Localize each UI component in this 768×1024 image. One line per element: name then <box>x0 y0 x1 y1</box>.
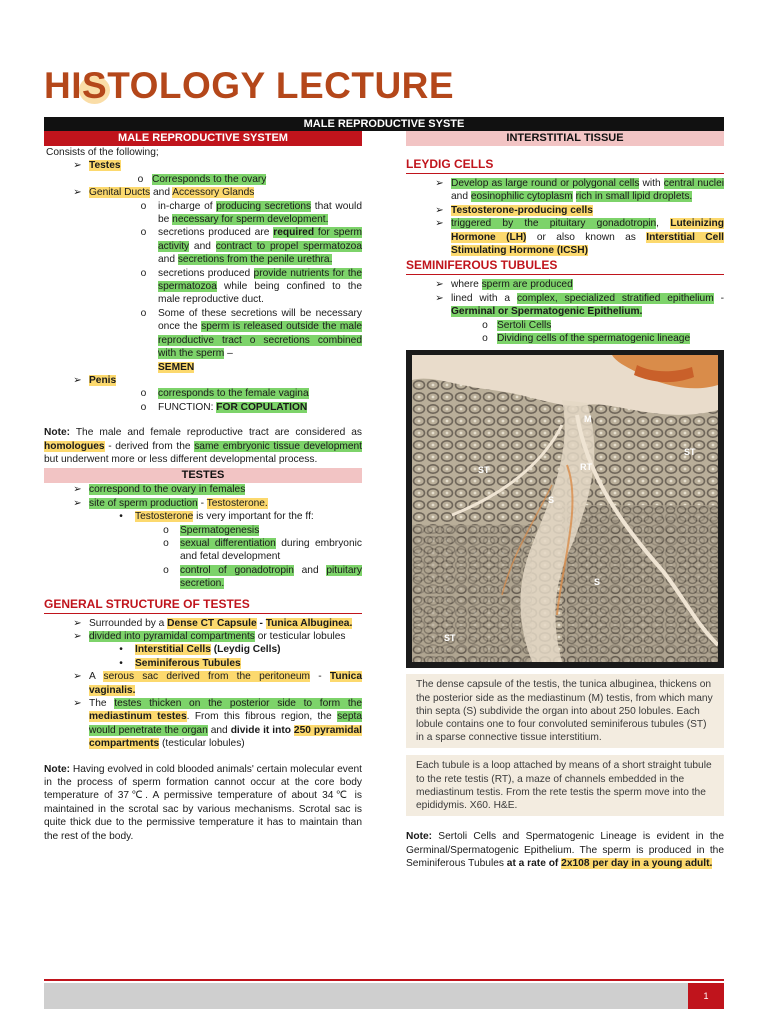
circle-bullet-icon: o <box>140 401 147 413</box>
arrow-bullet-icon: ➢ <box>73 160 82 172</box>
list-item: ➢ divided into pyramidal compartments or testicular lobules <box>66 630 362 643</box>
left-column <box>44 131 362 843</box>
list-item: ➢ correspond to the ovary in females <box>66 483 362 496</box>
label-s: S <box>548 495 555 506</box>
dot-bullet-icon: • <box>119 511 123 523</box>
circle-bullet-icon: o <box>482 333 488 345</box>
list-item-testes: ➢ Testes <box>66 159 362 172</box>
page-number: 1 <box>688 983 724 1009</box>
right-column <box>406 131 724 871</box>
list-item: ➢ Surrounded by a Dense CT Capsule - Tunica Albuginea. <box>66 617 362 630</box>
circle-bullet-icon: o <box>163 564 169 576</box>
footer-rule <box>44 979 724 981</box>
arrow-bullet-icon: ➢ <box>73 631 82 642</box>
image-caption-2: Each tubule is a loop attached by means of a short straight tubule to the rete testis (RT), a maze of channels embedded in the mediastinum testis. From the rete testis the sperm move into the epididymis. X60. H&E. <box>406 755 724 816</box>
list-item: ➢ site of sperm production - Testosterone. <box>66 497 362 510</box>
arrow-bullet-icon: ➢ <box>73 617 82 629</box>
arrow-bullet-icon: ➢ <box>435 279 444 291</box>
micrograph-image <box>412 355 718 662</box>
arrow-bullet-icon: ➢ <box>73 484 82 496</box>
list-subitem: o Dividing cells of the spermatogenic lineage <box>473 332 724 345</box>
section-heading-leydig: LEYDIG CELLS <box>406 156 724 174</box>
dot-bullet-icon: • <box>119 657 123 669</box>
list-item: • Seminiferous Tubules <box>107 657 362 670</box>
list-subitem: o Corresponds to the ovary <box>129 173 362 186</box>
list-subitem: o in-charge of producing secretions that would be necessary for sperm development. <box>129 200 362 227</box>
circle-bullet-icon: o <box>140 227 147 239</box>
arrow-bullet-icon: ➢ <box>435 218 444 230</box>
section-band-testes: TESTES <box>44 468 362 483</box>
title-logo-letter: S <box>82 62 107 110</box>
list-item: • Testosterone is very important for the ff: <box>107 510 362 523</box>
histology-micrograph <box>406 350 724 668</box>
arrow-bullet-icon: ➢ <box>435 178 444 189</box>
dot-bullet-icon: • <box>119 644 123 656</box>
arrow-bullet-icon: ➢ <box>73 698 82 710</box>
list-subitem: o Sertoli Cells <box>473 319 724 332</box>
list-item: ➢ The testes thicken on the posterior side to form the mediastinum testes. From this fibrous region, the septa would penetrate the organ and divide it into 250 pyramidal compartments (testicular lobules) <box>66 697 362 751</box>
micrograph-drawing <box>412 355 718 662</box>
document-title: HISTOLOGY LECTURE <box>44 62 454 110</box>
section-heading-seminiferous: SEMINIFEROUS TUBULES <box>406 257 724 275</box>
arrow-bullet-icon: ➢ <box>73 497 82 509</box>
arrow-bullet-icon: ➢ <box>73 187 82 199</box>
list-item: • Interstitial Cells (Leydig Cells) <box>107 643 362 656</box>
arrow-bullet-icon: ➢ <box>435 204 444 216</box>
list-item-ducts: ➢ Genital Ducts and Accessory Glands <box>66 186 362 199</box>
list-item-penis: ➢ Penis <box>66 374 362 387</box>
note-paragraph: Note: Sertoli Cells and Spermatogenic Lineage is evident in the Germinal/Spermatogenic Epithelium. The sperm is produced in the Seminiferous Tubules at a rate of 2x108 per day in a young adult. <box>406 831 724 870</box>
section-band-male-reproductive: MALE REPRODUCTIVE SYSTEM <box>44 131 362 146</box>
label-st: ST <box>444 633 456 644</box>
arrow-bullet-icon: ➢ <box>73 374 82 386</box>
circle-bullet-icon: o <box>140 388 147 400</box>
list-subitem: o Some of these secretions will be necessary once the sperm is released outside the male reproductive tract o secretions combined with the sperm – SEMEN <box>129 307 362 374</box>
label-st: ST <box>684 447 696 458</box>
list-item: ➢ where sperm are produced <box>428 278 724 291</box>
list-subitem: o secretions produced are required for sperm activity and contract to propel spermatozoa and secretions from the penile urethra. <box>129 226 362 266</box>
circle-bullet-icon: o <box>140 307 147 319</box>
circle-bullet-icon: o <box>163 537 169 549</box>
label-s: S <box>594 577 601 588</box>
circle-bullet-icon: o <box>137 173 144 185</box>
list-subitem: o control of gonadotropin and pituitary secretion. <box>152 564 362 591</box>
list-item: ➢ Testosterone-producing cells <box>428 204 724 217</box>
arrow-bullet-icon: ➢ <box>435 292 444 304</box>
list-subitem: o FUNCTION: FOR COPULATION <box>129 401 362 414</box>
topic-banner: MALE REPRODUCTIVE SYSTE <box>44 117 724 131</box>
label-rt: RT <box>580 462 592 473</box>
label-m: M <box>584 414 592 425</box>
circle-bullet-icon: o <box>140 200 147 212</box>
intro-text: Consists of the following; <box>46 147 159 158</box>
list-item: ➢ triggered by the pituitary gonadotropin, Luteinizing Hormone (LH) or also known as Interstitial Cell Stimulating Hormone (ICSH) <box>428 217 724 257</box>
label-st: ST <box>478 465 490 476</box>
footer-bar <box>44 983 688 1009</box>
circle-bullet-icon: o <box>163 524 169 536</box>
arrow-bullet-icon: ➢ <box>73 671 82 683</box>
list-subitem: o secretions produced provide nutrients for the spermatozoa while being confined to the male reproductive duct. <box>129 267 362 307</box>
section-heading-general-structure: GENERAL STRUCTURE OF TESTES <box>44 596 362 614</box>
list-subitem: o sexual differentiation during embryonic and fetal development <box>152 537 362 564</box>
circle-bullet-icon: o <box>140 267 147 279</box>
list-item: ➢ Develop as large round or polygonal cells with central nuclei and eosinophilic cytoplasm rich in small lipid droplets. <box>428 177 724 204</box>
list-item: ➢ A serous sac derived from the peritoneum - Tunica vaginalis. <box>66 670 362 697</box>
list-subitem: o corresponds to the female vagina <box>129 387 362 400</box>
list-item: ➢ lined with a complex, specialized stratified epithelium - Germinal or Spermatogenic Epithelium. <box>428 292 724 319</box>
list-subitem: o Spermatogenesis <box>152 524 362 537</box>
circle-bullet-icon: o <box>482 319 488 331</box>
note-paragraph: Note: Having evolved in cold blooded animals' certain molecular event in the process of sperm formation cannot occur at the core body temperature of 37℃. A permissive temperature of about 34℃ is maintained in the scrotal sac by various mechanisms. Scrotal sac is quite thick due to the permissive temperature it has to maintain than the rest of the body. <box>44 763 362 842</box>
image-caption-1: The dense capsule of the testis, the tunica albuginea, thickens on the posterior side as the mediastinum (M) testis, from which many thin septa (S) subdivide the organ into about 250 lobules. Each lobule contains one to four convoluted seminiferous tubules (ST) in a sparse connective tissue interstitium. <box>406 674 724 748</box>
note-paragraph: Note: The male and female reproductive tract are considered as homologues - derived from the same embryonic tissue development but underwent more or less different developmental process. <box>44 427 363 465</box>
section-band-interstitial: INTERSTITIAL TISSUE <box>406 131 724 146</box>
